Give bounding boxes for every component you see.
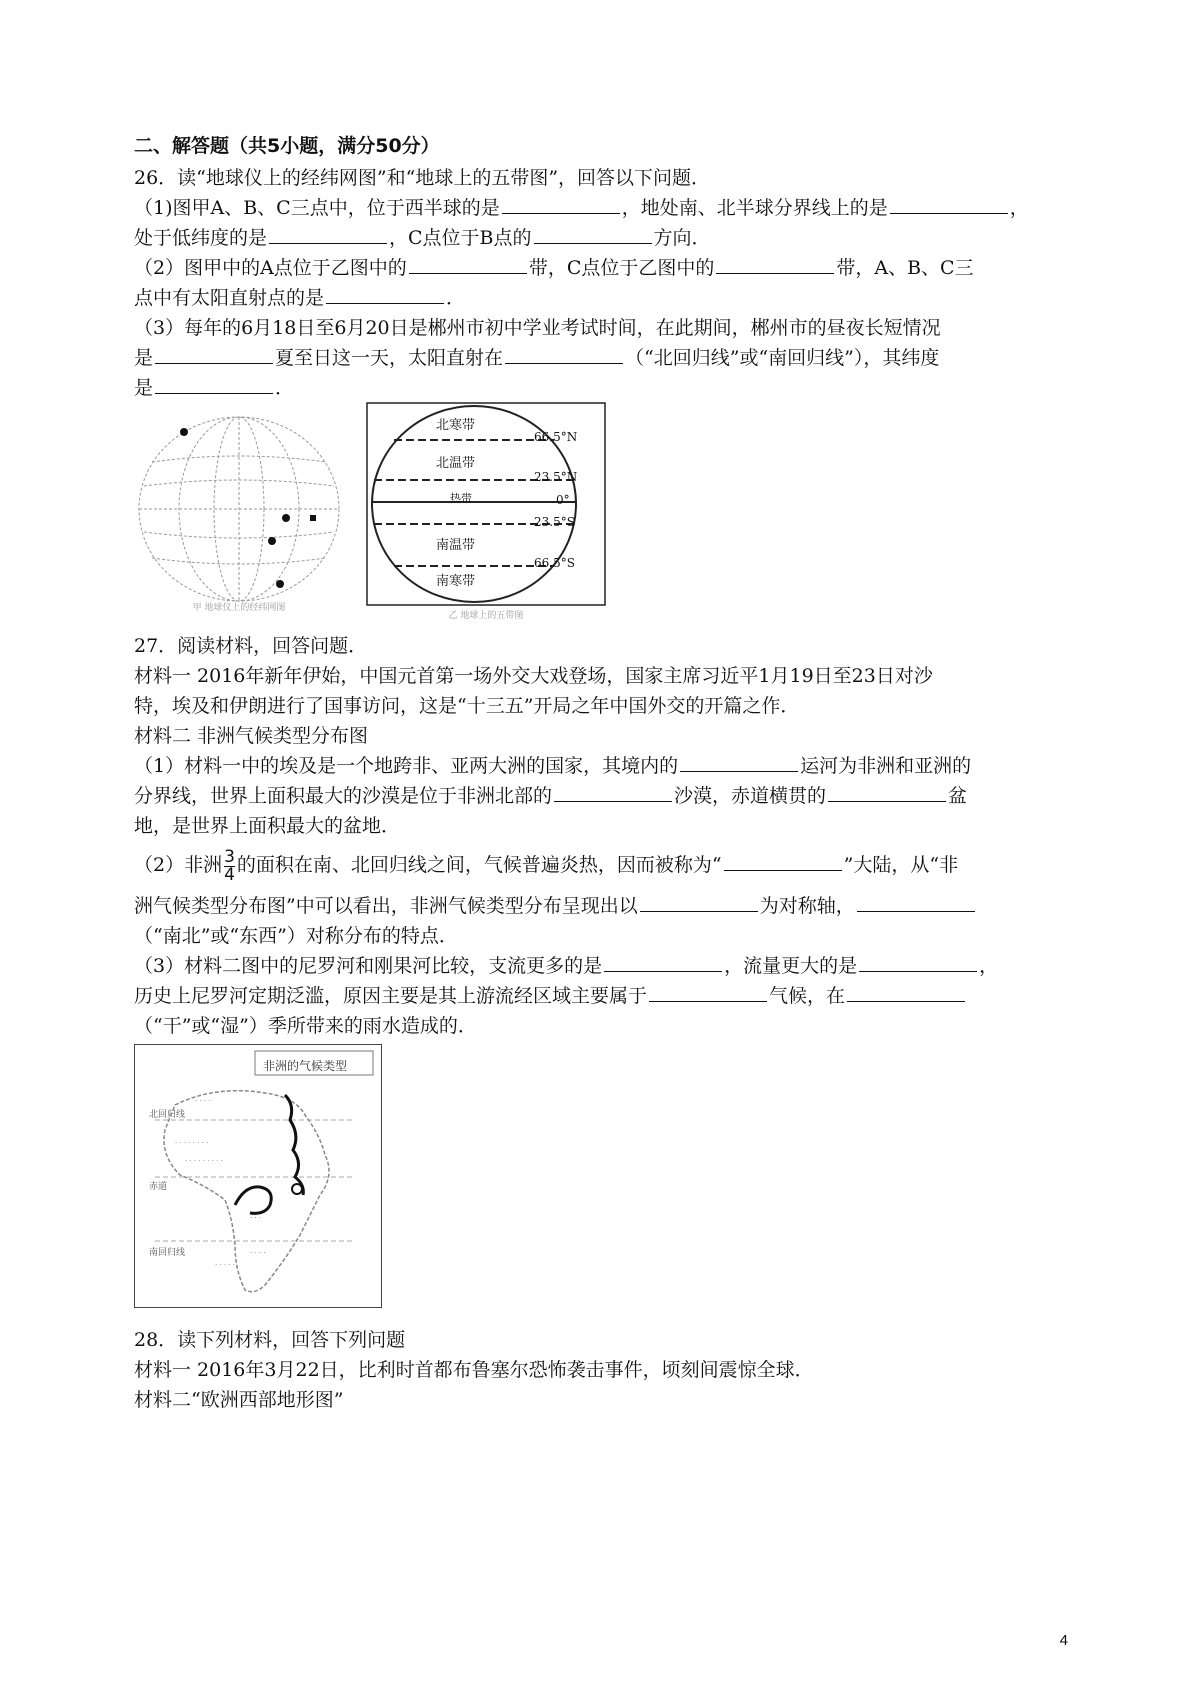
q27-part2-line3: （“南北”或“东西”）对称分布的特点． (134, 925, 458, 947)
svg-text:· · ·: · · · (250, 1214, 262, 1222)
point-marker (276, 580, 284, 588)
lat-label: 66.5°N (534, 430, 578, 444)
q27-part1-line2 (134, 784, 967, 808)
text: 夏至日这一天，太阳直射在 (275, 347, 504, 369)
point-marker (268, 537, 276, 545)
text: 分界线，世界上面积最大的沙漠是位于非洲北部的 (134, 785, 553, 807)
text: （2）非洲 (134, 854, 223, 876)
text: ． (446, 287, 466, 309)
q27-part3-line3: （“干”或“湿”）季所带来的雨水造成的． (134, 1015, 477, 1037)
answer-blank[interactable] (724, 854, 842, 871)
answer-blank[interactable] (326, 287, 444, 304)
svg-text:· · · ·: · · · · (250, 1249, 266, 1257)
svg-text:· · · · · · · ·: · · · · · · · · (175, 1139, 209, 1147)
text: 历史上尼罗河定期泛滥，原因主要是其上游流经区域主要属于 (134, 985, 648, 1007)
lat-label: 66.5°S (534, 556, 575, 570)
q26-stem: 26．读“地球仪上的经纬网图”和“地球上的五带图”，回答以下问题． (134, 167, 711, 189)
answer-blank[interactable] (502, 197, 620, 214)
text: ， (1009, 197, 1029, 219)
text: 带，A、B、C三 (836, 257, 974, 279)
text: 点中有太阳直射点的是 (134, 287, 325, 309)
q28-material1: 材料一 2016年3月22日，比利时首都布鲁塞尔恐怖袭击事件，顷刻间震惊全球． (134, 1359, 814, 1381)
text: （3）材料二图中的尼罗河和刚果河比较，支流更多的是 (134, 955, 603, 977)
q27-part2-line2 (134, 894, 977, 918)
answer-blank[interactable] (534, 227, 652, 244)
text: （1)图甲A、B、C三点中，位于西半球的是 (134, 197, 500, 219)
equator-label: 赤道 (149, 1182, 168, 1192)
fraction-three-quarters (224, 846, 235, 885)
text: 运河为非洲和亚洲的 (800, 755, 972, 777)
text: ”大陆，从“非 (843, 854, 959, 876)
q27-part1-line1 (134, 754, 971, 778)
fraction-denominator: 4 (224, 864, 235, 885)
q26-part3-line1: （3）每年的6月18日至6月20日是郴州市初中学业考试时间，在此期间，郴州市的昼夜长短情况 (134, 317, 941, 339)
q27-part2-line1 (134, 846, 958, 884)
tropic-of-capricorn-label: 南回归线 (149, 1248, 186, 1258)
q26-part3-line3 (134, 376, 294, 400)
q28-material2: 材料二“欧洲西部地形图” (134, 1389, 344, 1411)
north-frigid-label: 北寒带 (436, 418, 476, 433)
answer-blank[interactable] (155, 347, 273, 364)
answer-blank[interactable] (680, 755, 798, 772)
q26-part2-line1 (134, 256, 974, 280)
text: 洲气候类型分布图”中可以看出，非洲气候类型分布呈现出以 (134, 895, 638, 917)
answer-blank[interactable] (716, 257, 834, 274)
text: 为对称轴， (759, 895, 855, 917)
south-frigid-label: 南寒带 (436, 574, 476, 589)
answer-blank[interactable] (640, 895, 758, 912)
lat-label: 23.5°S (534, 515, 575, 529)
fraction-numerator: 3 (224, 846, 235, 867)
page-number: 4 (1059, 1632, 1068, 1649)
q26-part3-line2 (134, 346, 939, 370)
section-heading: 二、解答题（共5小题，满分50分） (134, 135, 440, 157)
answer-blank[interactable] (857, 895, 975, 912)
text: 处于低纬度的是 (134, 227, 268, 249)
svg-text:· · · · · · · · ·: · · · · · · · · · (185, 1157, 223, 1165)
svg-text:· · · · ·: · · · · · (215, 1261, 236, 1269)
answer-blank[interactable] (505, 347, 623, 364)
text: （“北回归线”或“南回归线”），其纬度 (625, 347, 940, 369)
q27-part3-line2 (134, 984, 967, 1008)
zones-figure-caption: 乙 地球上的五带图 (448, 611, 524, 621)
text: 气候，在 (769, 985, 846, 1007)
lat-label: 0° (556, 493, 570, 507)
text: ，地处南、北半球分界线上的是 (621, 197, 888, 219)
text: 盆 (948, 785, 968, 807)
q27-material1-line1: 材料一 2016年新年伊始，中国元首第一场外交大戏登场，国家主席习近平1月19日至23日对沙 (134, 665, 933, 687)
point-marker (310, 515, 316, 521)
nile-river (285, 1095, 303, 1195)
globe-graticule-image (134, 412, 344, 618)
text: ， (979, 955, 999, 977)
answer-blank[interactable] (847, 985, 965, 1002)
congo-river (235, 1187, 271, 1214)
point-marker (180, 428, 188, 436)
answer-blank[interactable] (554, 785, 672, 802)
globe-graticule-figure (134, 412, 344, 618)
q26-part1-line2 (134, 226, 711, 250)
tropic-zone-label: 热带 (450, 492, 472, 505)
q27-material1-line2: 特，埃及和伊朗进行了国事访问，这是“十三五”开局之年中国外交的开篇之作． (134, 695, 800, 717)
text: ． (275, 377, 295, 399)
answer-blank[interactable] (155, 377, 273, 394)
text: （2）图甲中的A点位于乙图中的 (134, 257, 407, 279)
text: ，C点位于B点的 (389, 227, 532, 249)
q27-part3-line1 (134, 954, 998, 978)
q27-stem: 27．阅读材料，回答问题． (134, 635, 368, 657)
q28-stem: 28．读下列材料，回答下列问题 (134, 1329, 406, 1351)
answer-blank[interactable] (859, 955, 977, 972)
tropic-of-cancer-label: 北回归线 (149, 1110, 186, 1120)
text: 沙漠，赤道横贯的 (674, 785, 827, 807)
text: 是 (134, 347, 154, 369)
globe-figure-caption: 甲 地球仪上的经纬网图 (192, 603, 286, 613)
answer-blank[interactable] (409, 257, 527, 274)
five-zones-figure (366, 402, 606, 622)
text: （1）材料一中的埃及是一个地跨非、亚两大洲的国家，其境内的 (134, 755, 679, 777)
text: 的面积在南、北回归线之间，气候普遍炎热，因而被称为“ (236, 854, 722, 876)
svg-text:· · · ·: · · · · (195, 1097, 211, 1105)
text: 是 (134, 377, 154, 399)
africa-climate-map-image (135, 1045, 380, 1306)
answer-blank[interactable] (828, 785, 946, 802)
africa-climate-map (134, 1044, 382, 1308)
point-marker (282, 514, 290, 522)
text: ，流量更大的是 (724, 955, 858, 977)
south-temperate-label: 南温带 (436, 538, 476, 553)
answer-blank[interactable] (604, 955, 722, 972)
map-title: 非洲的气候类型 (263, 1059, 348, 1073)
q26-part2-line2 (134, 286, 465, 310)
q27-material2: 材料二 非洲气候类型分布图 (134, 725, 369, 747)
q26-part1-line1 (134, 196, 1029, 220)
text: 带，C点位于乙图中的 (528, 257, 715, 279)
answer-blank[interactable] (890, 197, 1008, 214)
text: 方向． (653, 227, 711, 249)
answer-blank[interactable] (269, 227, 387, 244)
lat-label: 23.5°N (534, 470, 578, 484)
north-temperate-label: 北温带 (436, 456, 476, 471)
answer-blank[interactable] (649, 985, 767, 1002)
q27-part1-line3: 地，是世界上面积最大的盆地． (134, 815, 401, 837)
